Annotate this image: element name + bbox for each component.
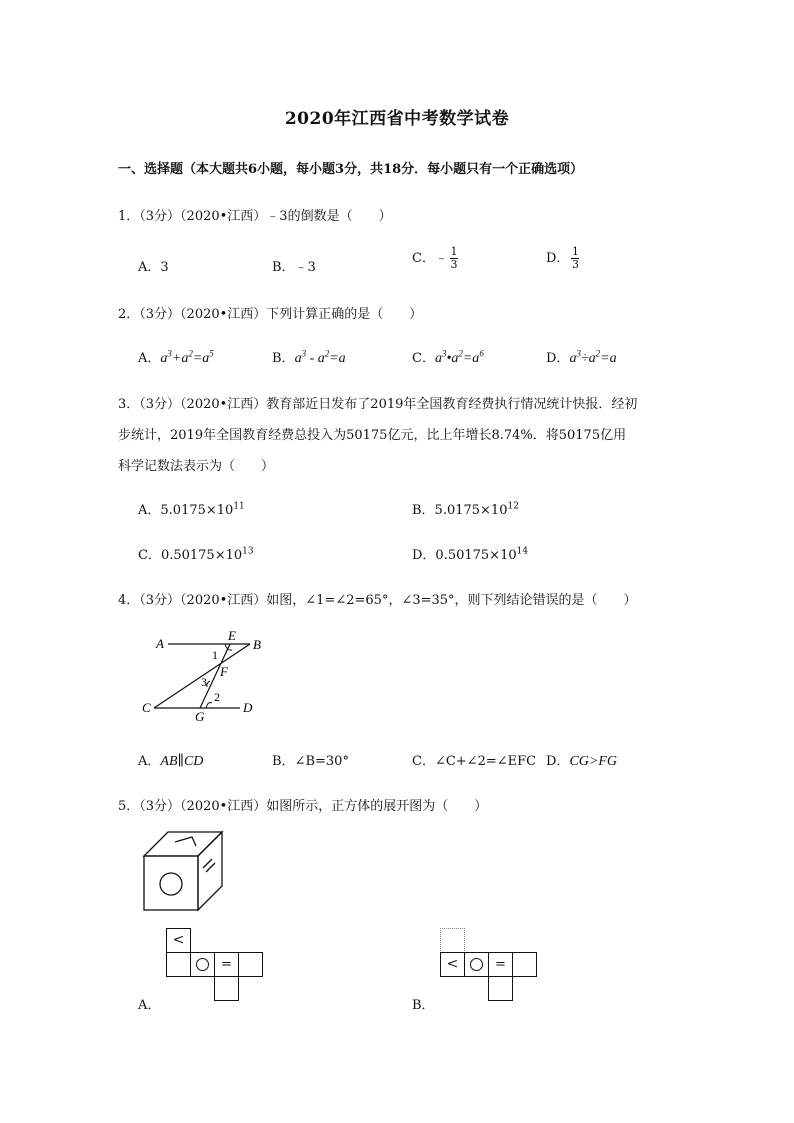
net-b-cell-eq: = [488,952,513,977]
q2-option-b [272,347,346,367]
label-angle-1: 1 [212,648,218,662]
q2-b-term2: - a [306,351,325,366]
q4-option-c [412,750,536,769]
q2-c-term2: •a [446,351,459,366]
label-f: F [220,664,228,679]
label-angle-3: 3 [201,675,207,689]
label-e: E [228,628,236,643]
q2-c-term3: =a [462,351,480,366]
q2-b-exp1: 3 [301,348,307,359]
q3-b-base: B．5.0175×10 [412,503,508,518]
q4-d-expr: CG>FG [569,754,617,769]
q3-c-exponent: 13 [242,546,254,557]
q2-b-label: B． [272,351,295,366]
q4-option-a [138,750,203,770]
net-b-cell-top [440,928,465,953]
angle-3-arc [207,681,210,687]
q5-net-a [164,928,266,1002]
q3-d-base: D．0.50175×10 [412,548,517,563]
net-b-cell-circle [464,952,489,977]
net-b-cell-blank-bottom [488,976,513,1001]
q1-option-c-prefix: C．﹣ [412,251,448,266]
q2-b-term3: =a [329,351,346,366]
q2-c-exp2: 2 [458,348,463,359]
q1-option-a: A．3 [138,260,169,275]
q2-d-term3: =a [600,351,617,366]
net-a-cell-blank-right [238,952,263,977]
label-g: G [195,709,205,724]
q4-b-expr: ∠B=30° [294,754,349,769]
angle-2-arc [206,703,212,708]
q2-a-label: A． [138,351,161,366]
q3-option-a [138,499,245,518]
cube-circle-mark [160,873,182,895]
q3-option-d [412,544,528,563]
q1-d-denominator: 3 [571,258,579,271]
net-a-cell-blank-bottom [214,976,239,1001]
q1-option-d-fraction [571,246,579,271]
q5-option-a: A． [138,998,161,1013]
question-5-stem: 5．（3分）（2020•江西）如图所示，正方体的展开图为（ ） [118,799,488,814]
label-angle-2: 2 [214,690,220,704]
label-d: D [243,700,253,715]
cube-angle-mark [175,837,196,846]
q2-a-exp3: 5 [209,348,214,359]
page-title: 2020年江西省中考数学试卷 [284,109,510,129]
question-3-line-2: 步统计，2019年全国教育经费总投入为50175亿元，比上年增长8.74%．将50175亿用 [118,428,627,443]
q5-cube-figure [140,828,230,912]
q3-c-base: C．0.50175×10 [138,548,243,563]
q2-d-exp1: 3 [576,348,581,359]
q2-c-label: C． [412,351,435,366]
q3-b-exponent: 12 [507,501,519,512]
q4-c-label: C． [412,754,435,769]
question-1-stem: 1．（3分）（2020•江西）﹣3的倒数是（ ） [118,209,392,224]
q2-a-exp2: 2 [188,348,193,359]
label-b: B [253,637,261,652]
circle-icon [470,958,483,971]
section-heading: 一、选择题（本大题共6小题，每小题3分，共18分．每小题只有一个正确选项） [118,162,584,177]
q1-option-c-fraction [450,246,458,271]
net-b-cell-blank-right [512,952,537,977]
q2-d-term2: ÷a [580,351,596,366]
q5-net-b [440,928,542,1002]
q2-a-exp1: 3 [167,348,172,359]
q2-a-term1: a [160,351,168,366]
q2-a-term2: +a [171,351,189,366]
q4-option-d [546,750,617,770]
q2-b-term1: a [294,351,302,366]
net-a-cell-circle [190,952,215,977]
q1-c-numerator: 1 [450,245,458,258]
q2-c-exp3: 6 [479,348,484,359]
q1-option-b: B．﹣3 [272,260,316,275]
q2-d-exp2: 2 [595,348,601,359]
question-4-stem: 4．（3分）（2020•江西）如图，∠1=∠2=65°，∠3=35°，则下列结论错误的是（ ） [118,593,637,608]
label-c: C [142,700,151,715]
label-a: A [156,636,164,651]
q5-option-b: B． [412,998,435,1013]
q4-b-label: B． [272,754,295,769]
q2-option-d [546,347,617,367]
q4-a-expr: AB∥CD [160,754,204,769]
circle-icon [196,958,209,971]
q2-c-exp1: 3 [441,348,447,359]
q4-geometry-figure [140,628,270,724]
net-b-cell-lt: < [440,952,465,977]
q3-option-b [412,499,519,518]
question-2-stem: 2．（3分）（2020•江西）下列计算正确的是（ ） [118,307,423,322]
question-3-line-1: 3．（3分）（2020•江西）教育部近日发布了2019年全国教育经费执行情况统计快报．经初 [118,397,638,412]
q4-d-label: D． [546,754,570,769]
net-a-cell-lt: < [166,928,191,953]
q3-a-base: A．5.0175×10 [138,503,234,518]
q2-option-c [412,347,484,367]
q4-a-label: A． [138,754,161,769]
q2-c-term1: a [434,351,442,366]
question-3-line-3: 科学记数法表示为（ ） [118,459,275,474]
q1-d-numerator: 1 [571,245,579,258]
q3-option-c [138,544,254,563]
q1-option-c [412,246,458,271]
net-a-cell-blank-left [166,952,191,977]
q2-d-label: D． [546,351,570,366]
net-a-cell-eq: = [214,952,239,977]
cube-side-face [198,832,222,910]
q1-option-d-prefix: D． [546,251,570,266]
q4-c-expr: ∠C+∠2=∠EFC [434,754,537,769]
q3-d-exponent: 14 [516,546,529,557]
q2-d-term1: a [569,351,577,366]
q3-a-exponent: 11 [233,501,245,512]
q2-b-exp2: 2 [324,348,330,359]
q1-option-d [546,246,579,271]
q1-c-denominator: 3 [450,258,458,271]
q2-a-term3: =a [192,351,210,366]
q4-option-b [272,750,349,769]
cube-front-face [144,856,198,910]
q2-option-a [138,347,214,367]
